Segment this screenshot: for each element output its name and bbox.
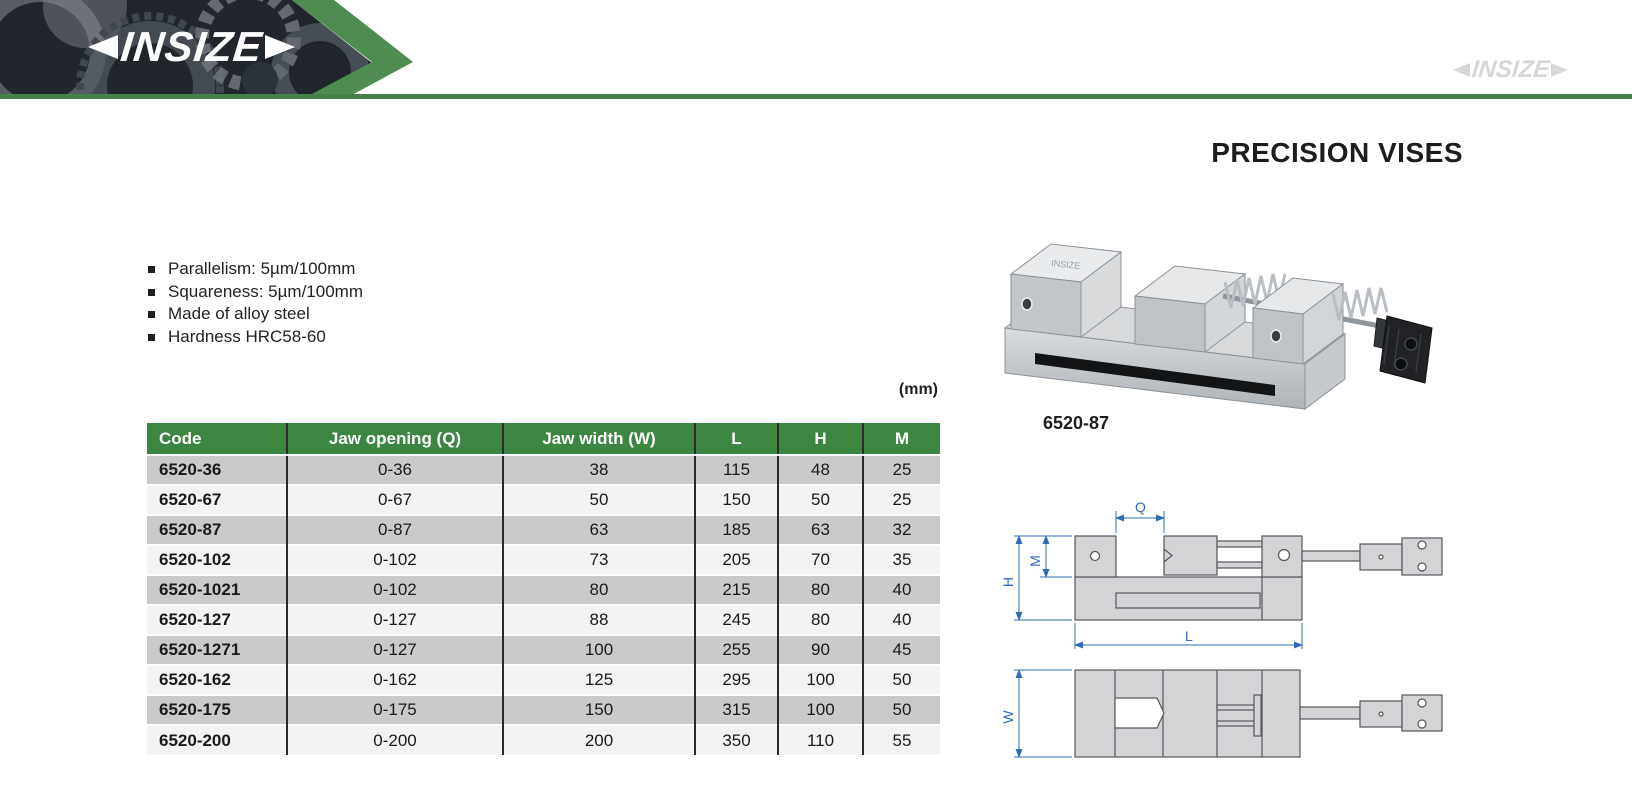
right-arrow-icon [265,35,295,59]
cell-value: 80 [503,575,695,605]
table-row [147,575,940,605]
product-code-label: 6520-87 [1043,413,1110,433]
engraved-logo: INSIZE [1050,258,1081,272]
column-header-jaw-width-w: Jaw width (W) [503,423,695,455]
cell-value: 0-102 [287,575,503,605]
dim-label-w: W [1000,710,1016,724]
cell-value: 35 [863,545,940,575]
cell-code: 6520-1271 [147,635,287,665]
screw-rod-outline [1300,707,1360,719]
dim-label-q: Q [1135,499,1146,515]
body-outline [1075,670,1300,757]
hole [1379,555,1383,559]
table-row [147,665,940,695]
cell-value: 150 [503,695,695,725]
cell-value: 0-175 [287,695,503,725]
product-photo [985,178,1435,413]
cell-value: 32 [863,515,940,545]
dim-label-m: M [1027,555,1043,567]
table-row [147,485,940,515]
table-row [147,695,940,725]
cell-value: 100 [503,635,695,665]
cell-value: 110 [778,725,863,755]
spec-table [147,423,940,755]
table-body [147,455,940,755]
cell-value: 73 [503,545,695,575]
insize-logo [88,23,295,70]
hole [1279,550,1290,561]
cell-value: 38 [503,455,695,485]
cell-value: 25 [863,485,940,515]
column-header-code: Code [147,423,287,455]
cell-value: 315 [695,695,778,725]
table-row [147,545,940,575]
top-view-drawing [1000,655,1460,780]
cell-value: 0-87 [287,515,503,545]
cell-value: 50 [778,485,863,515]
knob-hole [1405,338,1417,350]
column-header-m: M [863,423,940,455]
cell-value: 245 [695,605,778,635]
cell-value: 0-200 [287,725,503,755]
dim-label-l: L [1185,628,1193,644]
cell-value: 215 [695,575,778,605]
cell-value: 63 [778,515,863,545]
cell-value: 48 [778,455,863,485]
cell-code: 6520-200 [147,725,287,755]
cell-value: 45 [863,635,940,665]
cell-value: 70 [778,545,863,575]
cell-value: 0-36 [287,455,503,485]
cell-value: 350 [695,725,778,755]
column-header-h: H [778,423,863,455]
base-slot-outline [1116,593,1260,608]
cell-value: 100 [778,695,863,725]
cell-value: 25 [863,455,940,485]
right-arrow-icon [1551,63,1568,77]
column-header-jaw-opening-q: Jaw opening (Q) [287,423,503,455]
cell-code: 6520-175 [147,695,287,725]
hole [1418,563,1426,571]
block-hole [1271,330,1281,342]
cell-value: 150 [695,485,778,515]
rail-outline [1217,541,1262,547]
table-row [147,605,940,635]
cell-value: 40 [863,575,940,605]
left-arrow-icon [88,35,118,59]
cell-value: 205 [695,545,778,575]
units-label: (mm) [898,381,938,398]
feature-item: Squareness: 5µm/100mm [146,281,363,304]
cell-value: 295 [695,665,778,695]
cell-code: 6520-67 [147,485,287,515]
knob-hole [1395,358,1407,370]
cell-value: 50 [863,695,940,725]
cell-value: 0-127 [287,605,503,635]
jaw-opening [1115,698,1164,728]
cell-code: 6520-1021 [147,575,287,605]
cell-value: 50 [863,665,940,695]
hole [1418,720,1426,728]
cell-value: 40 [863,605,940,635]
cell-value: 0-102 [287,545,503,575]
cell-code: 6520-162 [147,665,287,695]
hole [1418,541,1426,549]
table-header-row [147,423,940,455]
cell-value: 55 [863,725,940,755]
cell-value: 185 [695,515,778,545]
cell-value: 80 [778,575,863,605]
hole [1379,712,1383,716]
cell-value: 200 [503,725,695,755]
screw-rod-outline [1302,551,1360,561]
cell-code: 6520-36 [147,455,287,485]
knob [1380,316,1432,383]
plate-outline [1254,695,1261,736]
jaw-hole [1022,298,1032,310]
cell-value: 0-162 [287,665,503,695]
movable-jaw-front [1135,296,1205,352]
rail-outline [1217,562,1262,568]
table-row [147,455,940,485]
cell-value: 50 [503,485,695,515]
hole [1091,552,1100,561]
dim-label-h: H [1000,576,1016,588]
table-row [147,515,940,545]
left-arrow-icon [1453,63,1470,77]
cell-value: 90 [778,635,863,665]
features-list [146,258,363,348]
table-row [147,725,940,755]
logo-text: INSIZE [118,23,265,70]
cell-value: 0-67 [287,485,503,515]
brand-banner [0,0,1632,96]
rail-outline [1217,721,1255,726]
table-row [147,635,940,665]
rail-outline [1217,705,1255,710]
cell-code: 6520-102 [147,545,287,575]
cell-value: 63 [503,515,695,545]
side-view-drawing [1000,465,1460,650]
cell-code: 6520-87 [147,515,287,545]
hole [1418,699,1426,707]
feature-item: Made of alloy steel [146,303,363,326]
column-header-l: L [695,423,778,455]
cell-value: 0-127 [287,635,503,665]
feature-item: Hardness HRC58-60 [146,326,363,349]
cell-value: 80 [778,605,863,635]
cell-code: 6520-127 [147,605,287,635]
green-divider [0,94,1632,99]
watermark-text: INSIZE [1470,56,1551,83]
cell-value: 125 [503,665,695,695]
cell-value: 255 [695,635,778,665]
insize-watermark [1453,58,1568,82]
page-title: PRECISION VISES [1211,137,1463,168]
cell-value: 88 [503,605,695,635]
cell-value: 100 [778,665,863,695]
feature-item: Parallelism: 5µm/100mm [146,258,363,281]
cell-value: 115 [695,455,778,485]
